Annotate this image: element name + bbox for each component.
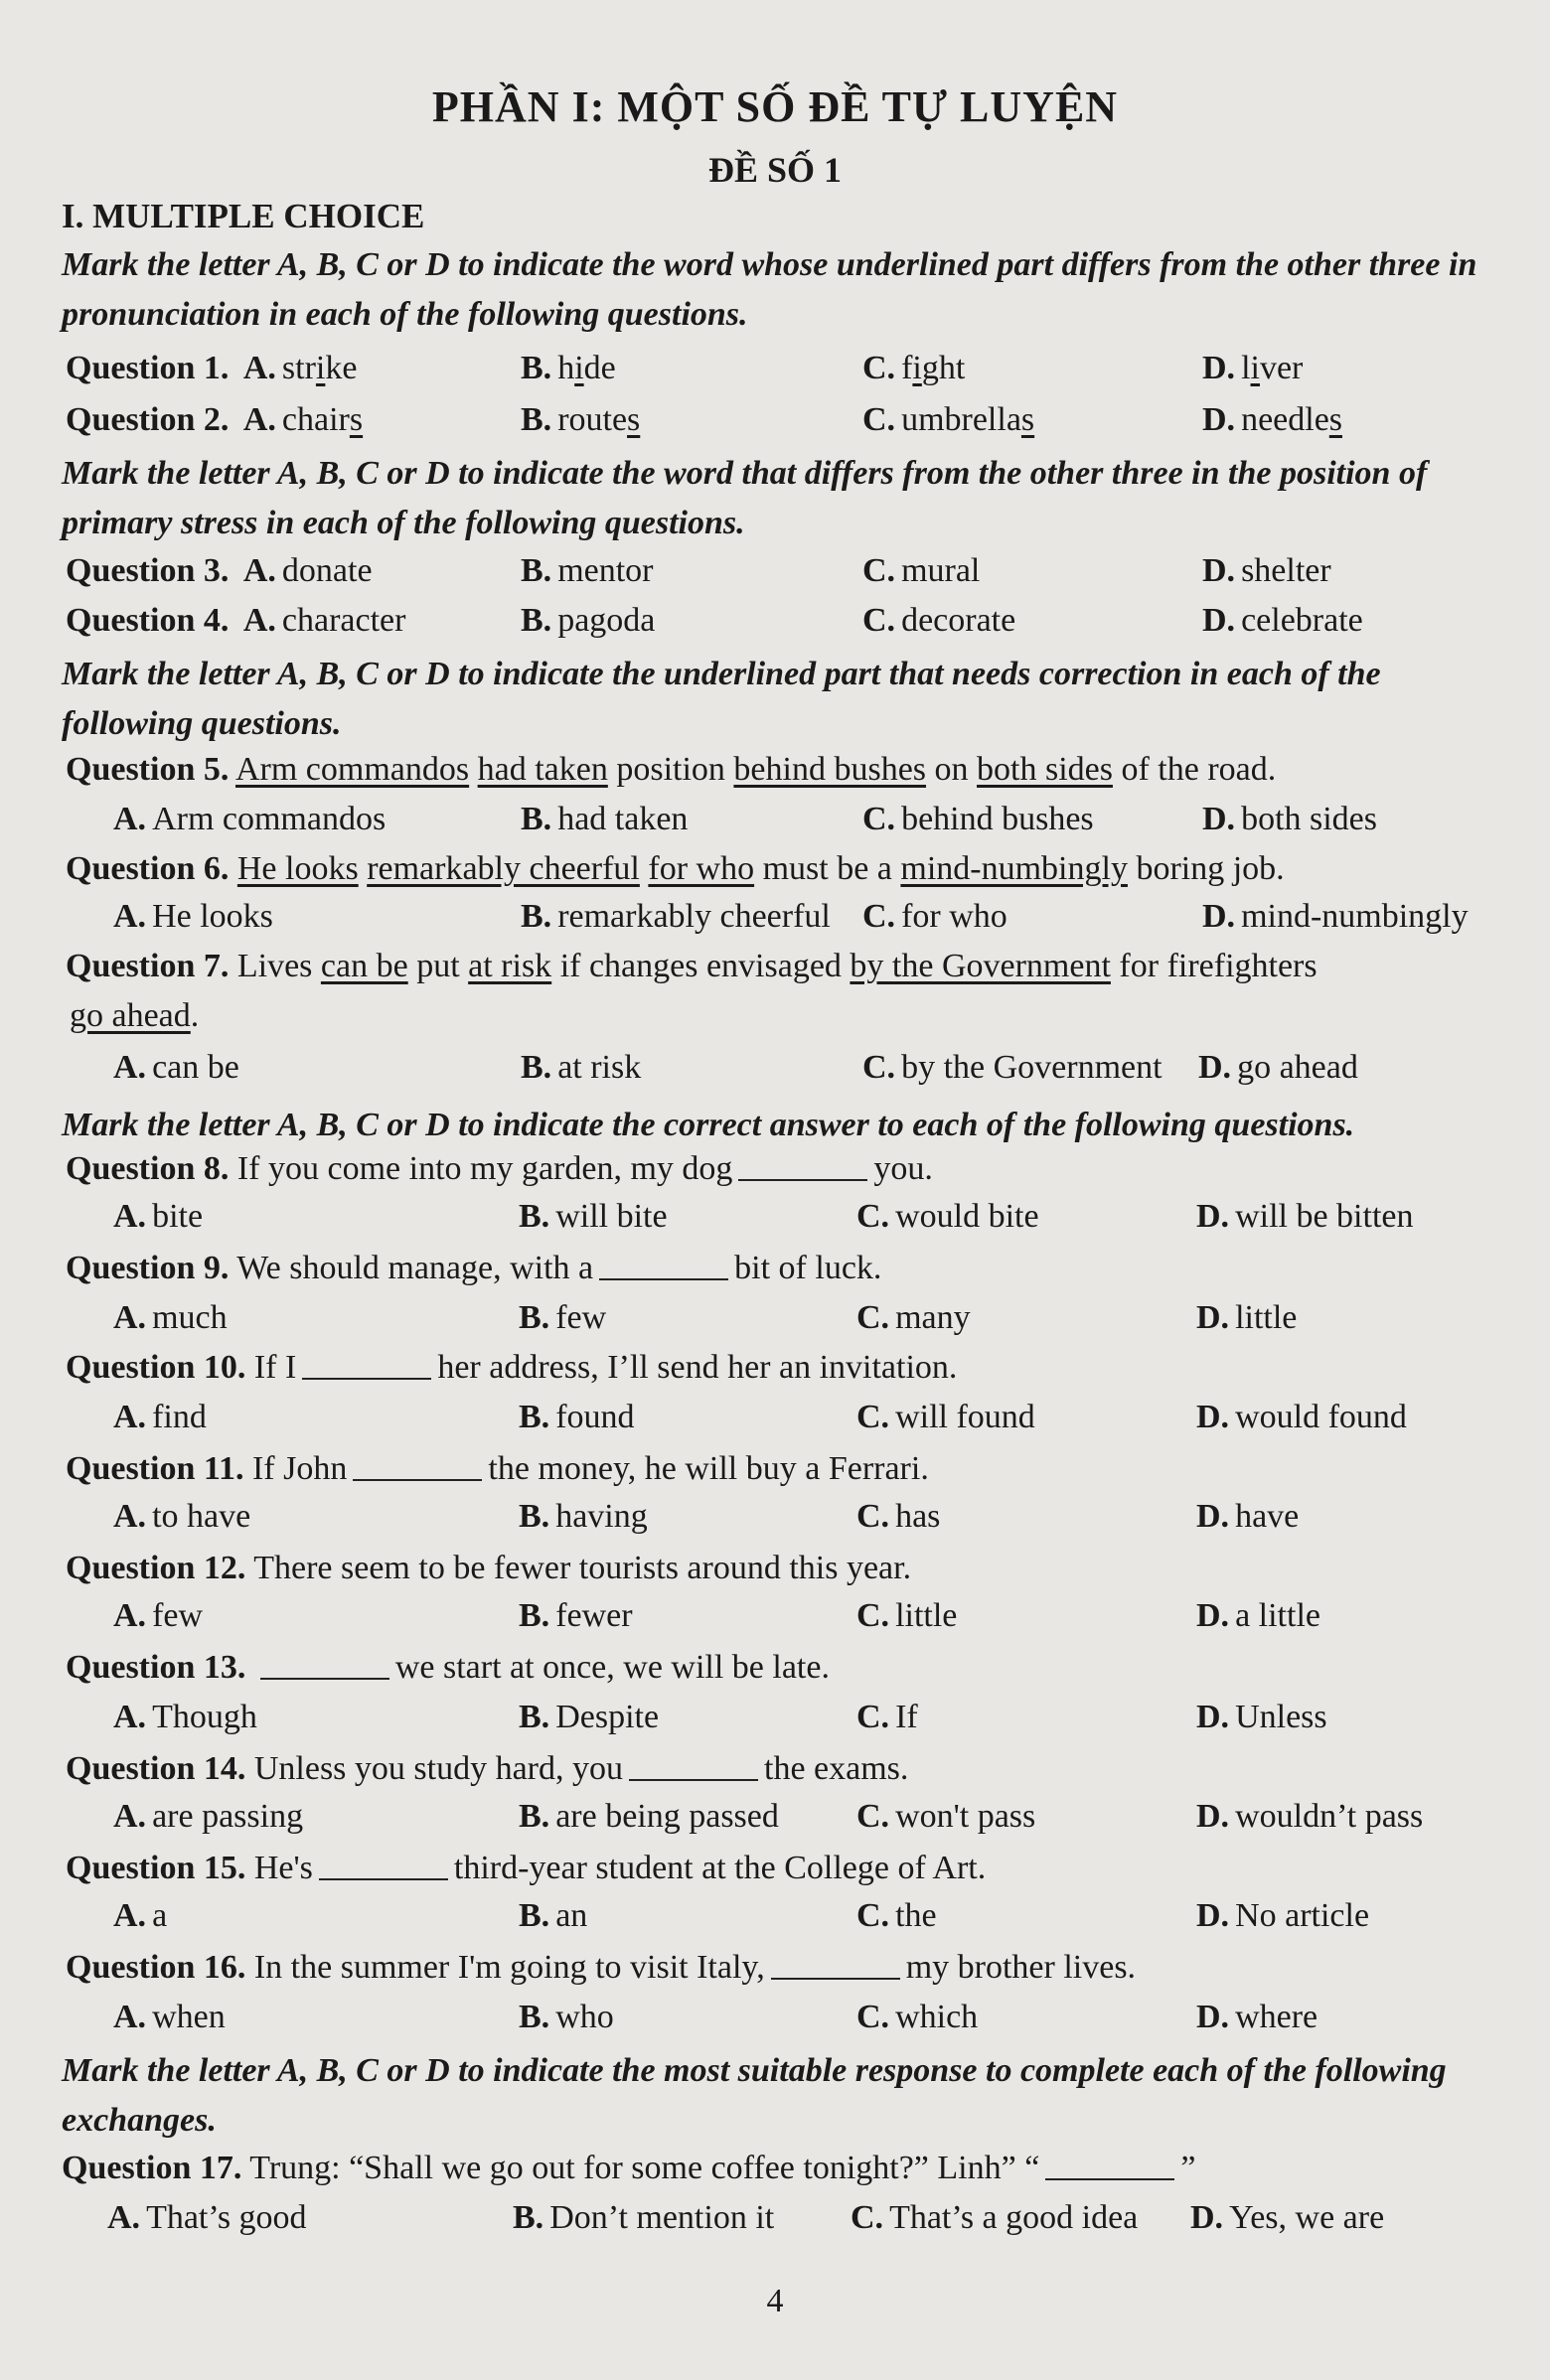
option-b[interactable]: B. pagoda [521,602,656,639]
option-c[interactable]: C. fight [862,350,966,386]
question-label: Question 1. A. strike [66,350,358,386]
option-b[interactable]: B. will bite [519,1198,668,1235]
option-b[interactable]: B. fewer [519,1597,633,1634]
answer-blank [260,1678,389,1680]
option-c[interactable]: C. many [856,1299,971,1336]
question-10-stem: Question 10. If I her address, I’ll send her an invitation. [66,1349,958,1386]
option-d[interactable]: D. wouldn’t pass [1196,1798,1424,1835]
option-b[interactable]: B. had taken [521,801,689,837]
option-c[interactable]: C. which [856,1999,979,2035]
option-a[interactable]: A. can be [113,1049,239,1086]
instruction-correct-answer: Mark the letter A, B, C or D to indicate the correct answer to each of the following questions. [62,1107,1355,1143]
question-5-options [0,801,1550,846]
option-c[interactable]: C. has [856,1498,941,1535]
question-10-options [0,1399,1550,1444]
option-b[interactable]: B. few [519,1299,607,1336]
instruction-correction: Mark the letter A, B, C or D to indicate the underlined part that needs correction in each of the following questions. [62,656,1381,742]
question-label: Question 4. A. character [66,602,406,639]
option-d[interactable]: D. No article [1196,1897,1370,1934]
question-9-options [0,1299,1550,1345]
question-17-options [0,2199,1550,2245]
question-7-stem: Question 7. Lives can be put at risk if changes envisaged by the Government for firefighters [66,948,1318,984]
option-c[interactable]: C. That’s a good idea [851,2199,1139,2236]
option-b[interactable]: B. routes [521,401,641,438]
page-number: 4 [766,2283,784,2319]
option-a[interactable]: A. are passing [113,1798,304,1835]
option-b[interactable]: B. found [519,1399,635,1435]
question-16-options [0,1999,1550,2044]
option-a[interactable]: A. bite [113,1198,204,1235]
question-12-options [0,1597,1550,1643]
option-a[interactable]: A. few [113,1597,204,1634]
option-c[interactable]: C. decorate [862,602,1016,639]
option-d[interactable]: D. a little [1196,1597,1320,1634]
option-c[interactable]: C. for who [862,898,1008,935]
question-6-options [0,898,1550,944]
option-a[interactable]: A. find [113,1399,207,1435]
option-d[interactable]: D. liver [1202,350,1304,386]
option-b[interactable]: B. who [519,1999,614,2035]
option-d[interactable]: D. Yes, we are [1190,2199,1385,2236]
option-b[interactable]: B. remarkably cheerful [521,898,831,935]
option-b[interactable]: B. hide [521,350,616,386]
option-c[interactable]: C. would bite [856,1198,1039,1235]
option-c[interactable]: C. won't pass [856,1798,1036,1835]
option-d[interactable]: D. will be bitten [1196,1198,1414,1235]
answer-blank [302,1378,431,1380]
option-a[interactable]: A. He looks [113,898,273,935]
question-17-stem: Question 17. Trung: “Shall we go out for some coffee tonight?” Linh” “ ” [62,2150,1196,2186]
question-7-stem-continued: go ahead. [70,997,200,1034]
instruction-response: Mark the letter A, B, C or D to indicate the most suitable response to complete each of the following exchanges. [62,2052,1447,2139]
question-6-stem: Question 6. He looks remarkably cheerful for who must be a mind-numbingly boring job. [66,850,1285,887]
option-c[interactable]: C. umbrellas [862,401,1035,438]
option-a[interactable]: A. when [113,1999,226,2035]
option-c[interactable]: C. behind bushes [862,801,1094,837]
question-16-stem: Question 16. In the summer I'm going to visit Italy, my brother lives. [66,1949,1137,1986]
answer-blank [353,1479,482,1481]
option-d[interactable]: D. go ahead [1198,1049,1358,1086]
option-d[interactable]: D. shelter [1202,552,1331,589]
question-label: Question 2. A. chairs [66,401,364,438]
question-14-options [0,1798,1550,1844]
option-c[interactable]: C. If [856,1699,918,1735]
answer-blank [738,1179,867,1181]
section-title: I. MULTIPLE CHOICE [62,197,425,235]
option-d[interactable]: D. celebrate [1202,602,1363,639]
question-3 [0,552,1550,598]
question-11-stem: Question 11. If John the money, he will buy a Ferrari. [66,1450,929,1487]
option-c[interactable]: C. will found [856,1399,1035,1435]
answer-blank [599,1278,728,1280]
option-b[interactable]: B. Despite [519,1699,660,1735]
option-a[interactable]: A. to have [113,1498,251,1535]
option-b[interactable]: B. are being passed [519,1798,779,1835]
question-13-options [0,1699,1550,1744]
answer-blank [629,1779,758,1781]
question-label: Question 3. A. donate [66,552,373,589]
option-d[interactable]: D. where [1196,1999,1318,2035]
question-14-stem: Question 14. Unless you study hard, you the exams. [66,1750,909,1787]
question-11-options [0,1498,1550,1544]
answer-blank [771,1978,900,1980]
instruction-stress: Mark the letter A, B, C or D to indicate the word that differs from the other three in the position of primary stress in each of the following questions. [62,455,1428,541]
option-a[interactable]: A. Though [113,1699,257,1735]
question-8-options [0,1198,1550,1244]
option-d[interactable]: D. needles [1202,401,1343,438]
question-8-stem: Question 8. If you come into my garden, my dog you. [66,1150,933,1187]
option-d[interactable]: D. little [1196,1299,1298,1336]
question-5-stem: Question 5. Arm commandos had taken position behind bushes on both sides of the road. [66,751,1277,788]
option-d[interactable]: D. have [1196,1498,1300,1535]
question-7-options [0,1049,1550,1095]
option-b[interactable]: B. at risk [521,1049,642,1086]
option-a[interactable]: A. much [113,1299,228,1336]
answer-blank [319,1878,448,1880]
option-c[interactable]: C. the [856,1897,937,1934]
option-a[interactable]: A. a [113,1897,168,1934]
question-15-options [0,1897,1550,1943]
option-d[interactable]: D. mind-numbingly [1202,898,1469,935]
part-title: PHẦN I: MỘT SỐ ĐỀ TỰ LUYỆN [431,82,1119,131]
option-d[interactable]: D. Unless [1196,1699,1327,1735]
option-a[interactable]: A. That’s good [107,2199,307,2236]
option-c[interactable]: C. little [856,1597,958,1634]
question-9-stem: Question 9. We should manage, with a bit of luck. [66,1250,882,1286]
question-2 [0,401,1550,447]
question-12-stem: Question 12. There seem to be fewer tourists around this year. [66,1550,912,1586]
question-4 [0,602,1550,648]
option-b[interactable]: B. having [519,1498,648,1535]
option-d[interactable]: D. both sides [1202,801,1378,837]
question-13-stem: Question 13. we start at once, we will be late. [66,1649,830,1686]
option-d[interactable]: D. would found [1196,1399,1407,1435]
exam-title: ĐỀ SỐ 1 [707,150,843,190]
option-b[interactable]: B. Don’t mention it [513,2199,775,2236]
question-15-stem: Question 15. He's third-year student at the College of Art. [66,1850,987,1886]
answer-blank [1045,2178,1174,2180]
question-1 [0,350,1550,395]
option-a[interactable]: A. Arm commandos [113,801,387,837]
option-c[interactable]: C. mural [862,552,981,589]
option-c[interactable]: C. by the Government [862,1049,1162,1086]
option-b[interactable]: B. mentor [521,552,654,589]
instruction-pronunciation: Mark the letter A, B, C or D to indicate the word whose underlined part differs from the other three in pronunciation in each of the following questions. [62,246,1477,333]
option-b[interactable]: B. an [519,1897,588,1934]
